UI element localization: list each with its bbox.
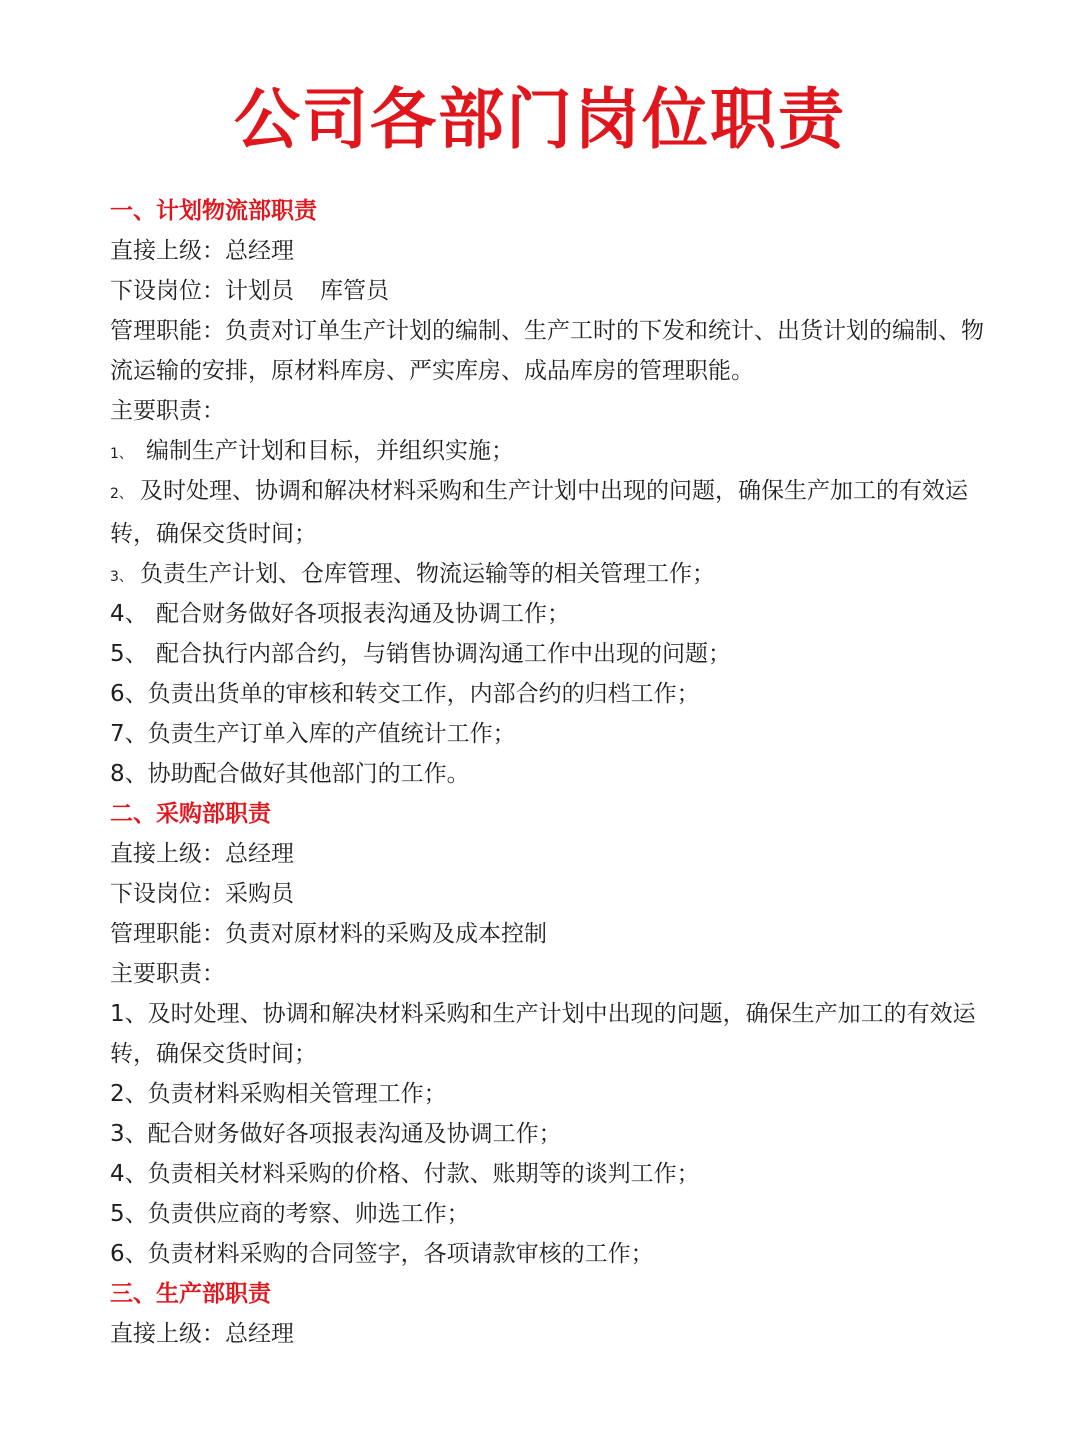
sub-positions: 下设岗位：采购员	[110, 881, 294, 907]
duties-label: 主要职责：	[110, 961, 225, 987]
duty-item	[110, 994, 990, 1074]
duty-item	[110, 674, 990, 714]
duty-text: 负责相关材料采购的价格、付款、账期等的谈判工作；	[147, 1161, 700, 1187]
duty-text: 及时处理、协调和解决材料采购和生产计划中出现的问题，确保生产加工的有效运转，确保交货时间；	[110, 478, 968, 547]
duty-item	[110, 1234, 990, 1274]
direct-superior: 直接上级：总经理	[110, 238, 294, 264]
duty-text: 及时处理、协调和解决材料采购和生产计划中出现的问题，确保生产加工的有效运转，确保交货时间；	[110, 1001, 976, 1067]
duty-item	[110, 1154, 990, 1194]
duty-number: 5、	[110, 641, 148, 667]
duty-number: 4、	[110, 1161, 148, 1187]
direct-superior: 直接上级：总经理	[110, 841, 294, 867]
duty-number: 6、	[110, 1241, 148, 1267]
sub-positions-extra: 库管员	[320, 278, 389, 304]
section-heading-planning-logistics: 一、计划物流部职责	[110, 198, 317, 224]
sub-positions	[110, 271, 990, 311]
duty-item	[110, 431, 990, 471]
section-heading-production: 三、生产部职责	[110, 1281, 271, 1307]
page-title: 公司各部门岗位职责	[234, 81, 846, 158]
duty-item	[110, 754, 990, 794]
duty-item	[110, 1114, 990, 1154]
duty-text: 负责生产计划、仓库管理、物流运输等的相关管理工作；	[140, 561, 715, 587]
sub-positions-label: 下设岗位：计划员	[110, 278, 294, 304]
duty-item	[110, 714, 990, 754]
duty-number: 8、	[110, 761, 148, 787]
duty-text: 协助配合做好其他部门的工作。	[147, 761, 470, 787]
duty-number: 4、	[110, 601, 148, 627]
duty-number: 5、	[110, 1201, 148, 1227]
duty-number: 1、	[110, 1001, 148, 1027]
duty-text: 负责材料采购相关管理工作；	[147, 1081, 447, 1107]
management-function: 管理职能：负责对订单生产计划的编制、生产工时的下发和统计、出货计划的编制、物流运输的安排，原材料库房、严实库房、成品库房的管理职能。	[110, 318, 984, 384]
duty-text: 负责出货单的审核和转交工作，内部合约的归档工作；	[147, 681, 700, 707]
duty-text: 负责供应商的考察、帅选工作；	[147, 1201, 470, 1227]
duty-item	[110, 594, 990, 634]
duties-label: 主要职责：	[110, 398, 225, 424]
document-body	[110, 191, 990, 1354]
duty-number: 7、	[110, 721, 148, 747]
section-heading-purchasing: 二、采购部职责	[110, 801, 271, 827]
duty-text: 配合财务做好各项报表沟通及协调工作；	[156, 601, 570, 627]
duty-number: 3、	[110, 569, 133, 585]
duty-item	[110, 634, 990, 674]
duty-number: 3、	[110, 1121, 148, 1147]
direct-superior: 直接上级：总经理	[110, 1321, 294, 1347]
duty-number: 6、	[110, 681, 148, 707]
duty-item	[110, 1074, 990, 1114]
duty-text: 负责材料采购的合同签字，各项请款审核的工作；	[147, 1241, 654, 1267]
duty-text: 负责生产订单入库的产值统计工作；	[147, 721, 516, 747]
duty-item	[110, 471, 990, 554]
duty-item	[110, 554, 990, 594]
duty-number: 2、	[110, 486, 133, 502]
duty-number: 1、	[110, 446, 133, 462]
duty-text: 配合执行内部合约，与销售协调沟通工作中出现的问题；	[156, 641, 731, 667]
management-function: 管理职能：负责对原材料的采购及成本控制	[110, 921, 547, 947]
duty-text: 编制生产计划和目标，并组织实施；	[146, 438, 514, 464]
duty-text: 配合财务做好各项报表沟通及协调工作；	[147, 1121, 562, 1147]
duty-number: 2、	[110, 1081, 148, 1107]
duty-item	[110, 1194, 990, 1234]
